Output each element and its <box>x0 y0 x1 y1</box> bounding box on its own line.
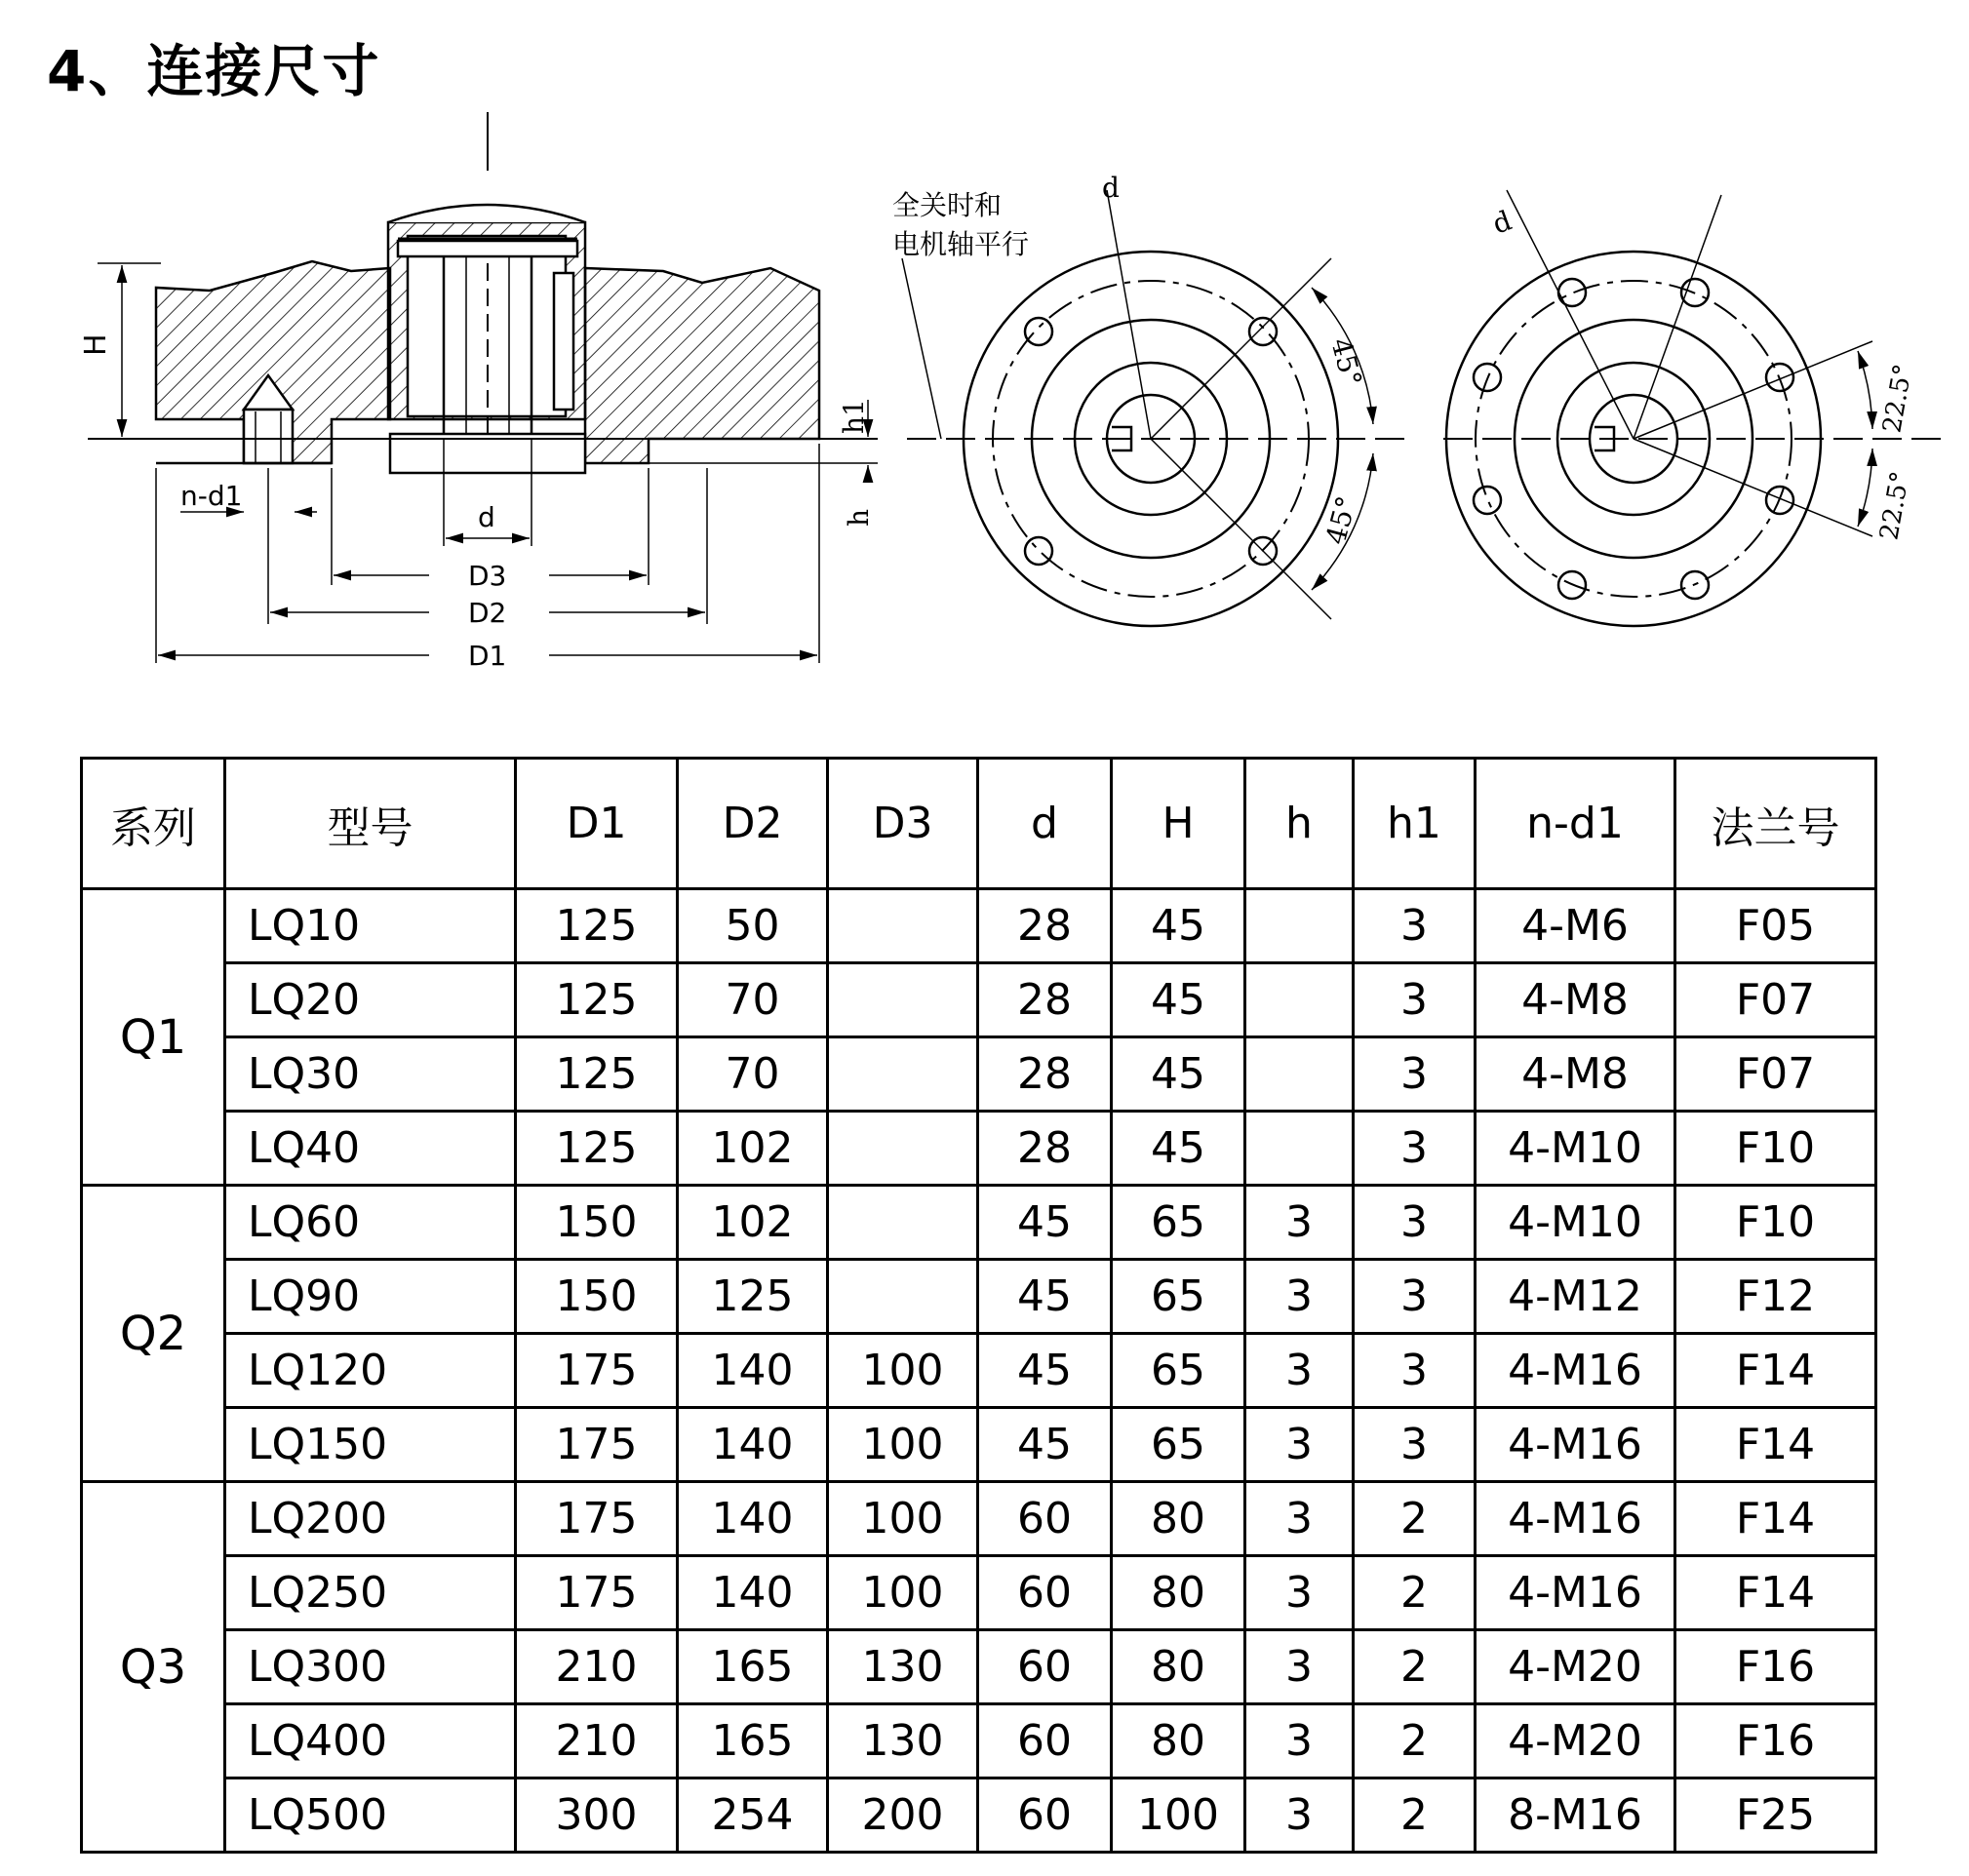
value-cell: 65 <box>1112 1334 1245 1408</box>
header-D1: D1 <box>516 759 678 889</box>
value-cell: 300 <box>516 1778 678 1853</box>
value-cell: 175 <box>516 1556 678 1630</box>
value-cell: 140 <box>678 1408 828 1482</box>
value-cell: 102 <box>678 1186 828 1260</box>
value-cell: 3 <box>1354 1112 1476 1186</box>
model-cell: LQ400 <box>225 1704 516 1778</box>
header-h: h <box>1245 759 1354 889</box>
value-cell: 80 <box>1112 1482 1245 1556</box>
value-cell: 45 <box>1112 889 1245 963</box>
value-cell: 4-M10 <box>1476 1112 1675 1186</box>
value-cell: 4-M16 <box>1476 1482 1675 1556</box>
table-row <box>82 1260 1876 1334</box>
label-nd1: n-d1 <box>180 480 243 512</box>
value-cell: 28 <box>978 1037 1112 1112</box>
value-cell: 165 <box>678 1704 828 1778</box>
value-cell: 165 <box>678 1630 828 1704</box>
value-cell: 4-M20 <box>1476 1630 1675 1704</box>
value-cell: F14 <box>1675 1482 1876 1556</box>
dimension-drawing <box>0 98 1969 683</box>
value-cell: 45 <box>1112 963 1245 1037</box>
value-cell: 150 <box>516 1186 678 1260</box>
value-cell: 4-M16 <box>1476 1408 1675 1482</box>
value-cell <box>1245 1037 1354 1112</box>
table-row <box>82 963 1876 1037</box>
value-cell: 4-M10 <box>1476 1186 1675 1260</box>
value-cell: 100 <box>828 1408 978 1482</box>
value-cell: 125 <box>516 1037 678 1112</box>
value-cell: 100 <box>828 1334 978 1408</box>
table-header-row <box>82 759 1876 889</box>
value-cell: 45 <box>978 1186 1112 1260</box>
label-d-4: d <box>1102 172 1120 204</box>
label-h: h <box>843 508 875 527</box>
value-cell: 175 <box>516 1482 678 1556</box>
value-cell: F10 <box>1675 1112 1876 1186</box>
value-cell: 60 <box>978 1482 1112 1556</box>
header-D3: D3 <box>828 759 978 889</box>
value-cell: 2 <box>1354 1704 1476 1778</box>
value-cell <box>828 1260 978 1334</box>
value-cell: 130 <box>828 1630 978 1704</box>
value-cell: 45 <box>1112 1037 1245 1112</box>
value-cell: 80 <box>1112 1556 1245 1630</box>
value-cell: F07 <box>1675 1037 1876 1112</box>
table-row <box>82 1037 1876 1112</box>
value-cell: 210 <box>516 1630 678 1704</box>
model-cell: LQ120 <box>225 1334 516 1408</box>
value-cell: 2 <box>1354 1630 1476 1704</box>
value-cell: 210 <box>516 1704 678 1778</box>
flange-view-8-holes <box>1443 190 1941 626</box>
value-cell: F10 <box>1675 1186 1876 1260</box>
label-45-top: 45° <box>1324 334 1368 390</box>
header-d: d <box>978 759 1112 889</box>
model-cell: LQ20 <box>225 963 516 1037</box>
flange-4-labels <box>892 172 1368 548</box>
header-D2: D2 <box>678 759 828 889</box>
value-cell: F14 <box>1675 1408 1876 1482</box>
model-cell: LQ60 <box>225 1186 516 1260</box>
value-cell: 4-M16 <box>1476 1556 1675 1630</box>
header-h1: h1 <box>1354 759 1476 889</box>
value-cell: 102 <box>678 1112 828 1186</box>
value-cell <box>828 1112 978 1186</box>
table-row <box>82 1186 1876 1260</box>
table-body <box>82 889 1876 1853</box>
value-cell: F16 <box>1675 1630 1876 1704</box>
value-cell: 65 <box>1112 1260 1245 1334</box>
value-cell: 28 <box>978 1112 1112 1186</box>
value-cell: 80 <box>1112 1630 1245 1704</box>
value-cell <box>1245 963 1354 1037</box>
table-row <box>82 1630 1876 1704</box>
value-cell: F25 <box>1675 1778 1876 1853</box>
value-cell: F14 <box>1675 1334 1876 1408</box>
model-cell: LQ90 <box>225 1260 516 1334</box>
value-cell: 175 <box>516 1334 678 1408</box>
value-cell: 100 <box>828 1556 978 1630</box>
table-row <box>82 1408 1876 1482</box>
flange-8-labels <box>1488 204 1918 542</box>
value-cell: 60 <box>978 1556 1112 1630</box>
value-cell: 3 <box>1354 1334 1476 1408</box>
value-cell: 65 <box>1112 1186 1245 1260</box>
model-cell: LQ40 <box>225 1112 516 1186</box>
value-cell: F12 <box>1675 1260 1876 1334</box>
value-cell: 3 <box>1354 963 1476 1037</box>
value-cell: 50 <box>678 889 828 963</box>
table-row <box>82 1334 1876 1408</box>
table-row <box>82 889 1876 963</box>
value-cell: 3 <box>1245 1630 1354 1704</box>
series-cell: Q2 <box>82 1186 225 1482</box>
value-cell: 2 <box>1354 1778 1476 1853</box>
value-cell: 45 <box>978 1260 1112 1334</box>
value-cell: 4-M8 <box>1476 1037 1675 1112</box>
page-title: 4、连接尺寸 <box>47 38 381 104</box>
value-cell: 3 <box>1354 889 1476 963</box>
value-cell: 3 <box>1245 1334 1354 1408</box>
value-cell: 8-M16 <box>1476 1778 1675 1853</box>
table-row <box>82 1778 1876 1853</box>
value-cell: 65 <box>1112 1408 1245 1482</box>
model-cell: LQ200 <box>225 1482 516 1556</box>
value-cell: F14 <box>1675 1556 1876 1630</box>
value-cell: 45 <box>1112 1112 1245 1186</box>
value-cell: 3 <box>1245 1186 1354 1260</box>
value-cell: 175 <box>516 1408 678 1482</box>
value-cell <box>828 963 978 1037</box>
value-cell: 28 <box>978 963 1112 1037</box>
value-cell: 125 <box>516 1112 678 1186</box>
value-cell: 3 <box>1354 1260 1476 1334</box>
table-row <box>82 1482 1876 1556</box>
header-model: 型号 <box>225 759 516 889</box>
note-line1: 全关时和 <box>892 189 1003 221</box>
value-cell: 3 <box>1245 1408 1354 1482</box>
value-cell: 3 <box>1354 1037 1476 1112</box>
label-D2: D2 <box>468 597 507 629</box>
value-cell: 2 <box>1354 1482 1476 1556</box>
model-cell: LQ30 <box>225 1037 516 1112</box>
value-cell: 125 <box>516 889 678 963</box>
value-cell <box>1245 889 1354 963</box>
model-cell: LQ10 <box>225 889 516 963</box>
value-cell: 28 <box>978 889 1112 963</box>
value-cell: F05 <box>1675 889 1876 963</box>
value-cell <box>828 889 978 963</box>
header-nd1: n-d1 <box>1476 759 1675 889</box>
value-cell: 80 <box>1112 1704 1245 1778</box>
value-cell: 3 <box>1245 1778 1354 1853</box>
label-d: d <box>478 501 495 533</box>
value-cell: F07 <box>1675 963 1876 1037</box>
value-cell <box>828 1037 978 1112</box>
value-cell: 130 <box>828 1704 978 1778</box>
value-cell: 2 <box>1354 1556 1476 1630</box>
value-cell: 140 <box>678 1556 828 1630</box>
label-45-bottom: 45° <box>1319 492 1363 548</box>
value-cell: 254 <box>678 1778 828 1853</box>
header-H: H <box>1112 759 1245 889</box>
value-cell: 200 <box>828 1778 978 1853</box>
value-cell: F16 <box>1675 1704 1876 1778</box>
table-row <box>82 1704 1876 1778</box>
header-series: 系列 <box>82 759 225 889</box>
label-22-top: 22.5° <box>1877 362 1919 436</box>
value-cell: 70 <box>678 963 828 1037</box>
value-cell: 60 <box>978 1778 1112 1853</box>
label-22-bottom: 22.5° <box>1874 469 1916 543</box>
note-line2: 电机轴平行 <box>892 228 1030 260</box>
value-cell: 3 <box>1245 1704 1354 1778</box>
value-cell: 70 <box>678 1037 828 1112</box>
label-H: H <box>79 333 113 356</box>
series-cell: Q1 <box>82 889 225 1186</box>
header-flange: 法兰号 <box>1675 759 1876 889</box>
value-cell <box>828 1186 978 1260</box>
table-row <box>82 1112 1876 1186</box>
series-cell: Q3 <box>82 1482 225 1853</box>
value-cell: 3 <box>1245 1556 1354 1630</box>
value-cell: 4-M6 <box>1476 889 1675 963</box>
table-row <box>82 1556 1876 1630</box>
value-cell: 3 <box>1354 1186 1476 1260</box>
value-cell: 100 <box>1112 1778 1245 1853</box>
value-cell: 3 <box>1354 1408 1476 1482</box>
value-cell: 45 <box>978 1334 1112 1408</box>
value-cell: 60 <box>978 1704 1112 1778</box>
value-cell: 100 <box>828 1482 978 1556</box>
value-cell: 4-M16 <box>1476 1334 1675 1408</box>
label-D1: D1 <box>468 640 507 672</box>
value-cell: 125 <box>678 1260 828 1334</box>
model-cell: LQ300 <box>225 1630 516 1704</box>
dimension-table <box>80 757 1877 1854</box>
value-cell <box>1245 1112 1354 1186</box>
label-h1: h1 <box>838 399 870 434</box>
value-cell: 45 <box>978 1408 1112 1482</box>
value-cell: 150 <box>516 1260 678 1334</box>
value-cell: 3 <box>1245 1260 1354 1334</box>
value-cell: 125 <box>516 963 678 1037</box>
model-cell: LQ150 <box>225 1408 516 1482</box>
value-cell: 4-M20 <box>1476 1704 1675 1778</box>
label-d-8: d <box>1488 204 1516 241</box>
value-cell: 4-M12 <box>1476 1260 1675 1334</box>
value-cell: 140 <box>678 1482 828 1556</box>
value-cell: 4-M8 <box>1476 963 1675 1037</box>
model-cell: LQ500 <box>225 1778 516 1853</box>
value-cell: 60 <box>978 1630 1112 1704</box>
value-cell: 3 <box>1245 1482 1354 1556</box>
value-cell: 140 <box>678 1334 828 1408</box>
model-cell: LQ250 <box>225 1556 516 1630</box>
label-D3: D3 <box>468 560 507 592</box>
